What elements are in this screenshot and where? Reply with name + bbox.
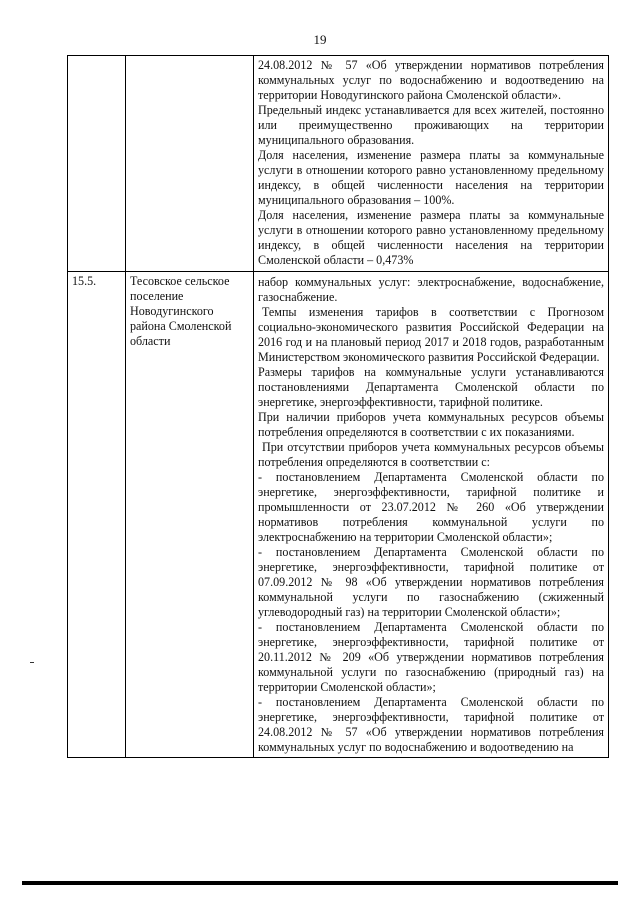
paragraph: 24.08.2012 № 57 «Об утверждении нормативов потребления коммунальных услуг по водоснабжению и водоотведению на территории Новодугинского района Смоленской области». (258, 58, 604, 102)
municipality-name-cell: Тесовское сельское поселение Новодугинского района Смоленской области (126, 272, 254, 758)
row-number-cell: 15.5. (68, 272, 126, 758)
description-cell (254, 272, 609, 758)
description-cell (254, 56, 609, 272)
paragraph: При отсутствии приборов учета коммунальных ресурсов объемы потребления определяются в соответствии с: (258, 440, 604, 469)
paragraph: - постановлением Департамента Смоленской области по энергетике, энергоэффективности, тарифной политике от 20.11.2012 № 209 «Об утверждении нормативов потребления коммунальной услуги по газоснабжению (природный газ) на территории Смоленской области»; (258, 620, 604, 694)
paragraph: При наличии приборов учета коммунальных ресурсов объемы потребления определяются в соответствии с их показаниями. (258, 410, 604, 439)
page-number: 19 (313, 32, 327, 47)
paragraph: - постановлением Департамента Смоленской области по энергетике, энергоэффективности, тарифной политике от 07.09.2012 № 98 «Об утверждении нормативов потребления коммунальной услуги по газоснабжению (сжиженный углеводородный газ) на территории Смоленской области»; (258, 545, 604, 619)
paragraph: набор коммунальных услуг: электроснабжение, водоснабжение, газоснабжение. (258, 275, 604, 304)
table-row (68, 56, 609, 272)
paragraph: Размеры тарифов на коммунальные услуги устанавливаются постановлениями Департамента Смоленской области по энергетике, энергоэффективности, тарифной политике. (258, 365, 604, 409)
paragraph: Доля населения, изменение размера платы за коммунальные услуги в отношении которого равно установленному предельному индексу, в общей численности населения на территории муниципального образования – 100%. (258, 148, 604, 207)
paragraph: Предельный индекс устанавливается для всех жителей, постоянно или преимущественно проживающих на территории муниципального образования. (258, 103, 604, 147)
row-number-cell (68, 56, 126, 272)
margin-mark (30, 662, 34, 663)
paragraph: - постановлением Департамента Смоленской области по энергетике, энергоэффективности, тарифной политике и промышленности от 23.07.2012 № 260 «Об утверждении нормативов потребления коммунальной услуги по электроснабжению на территории Смоленской области»; (258, 470, 604, 544)
paragraph: Темпы изменения тарифов в соответствии с Прогнозом социально-экономического развития Российской Федерации на 2016 год и на плановый период 2017 и 2018 годов, разработанным Министерством экономического развития Российской Федерации. (258, 305, 604, 364)
municipality-name-cell (126, 56, 254, 272)
table-row (68, 272, 609, 758)
paragraph: Доля населения, изменение размера платы за коммунальные услуги в отношении которого равно установленному предельному индексу, в общей численности населения на территории Смоленской области – 0,473% (258, 208, 604, 267)
bottom-rule (22, 881, 618, 885)
tariff-table (67, 55, 609, 758)
paragraph: - постановлением Департамента Смоленской области по энергетике, энергоэффективности, тарифной политике от 24.08.2012 № 57 «Об утверждении нормативов потребления коммунальных услуг по водоснабжению и водоотведению на (258, 695, 604, 754)
